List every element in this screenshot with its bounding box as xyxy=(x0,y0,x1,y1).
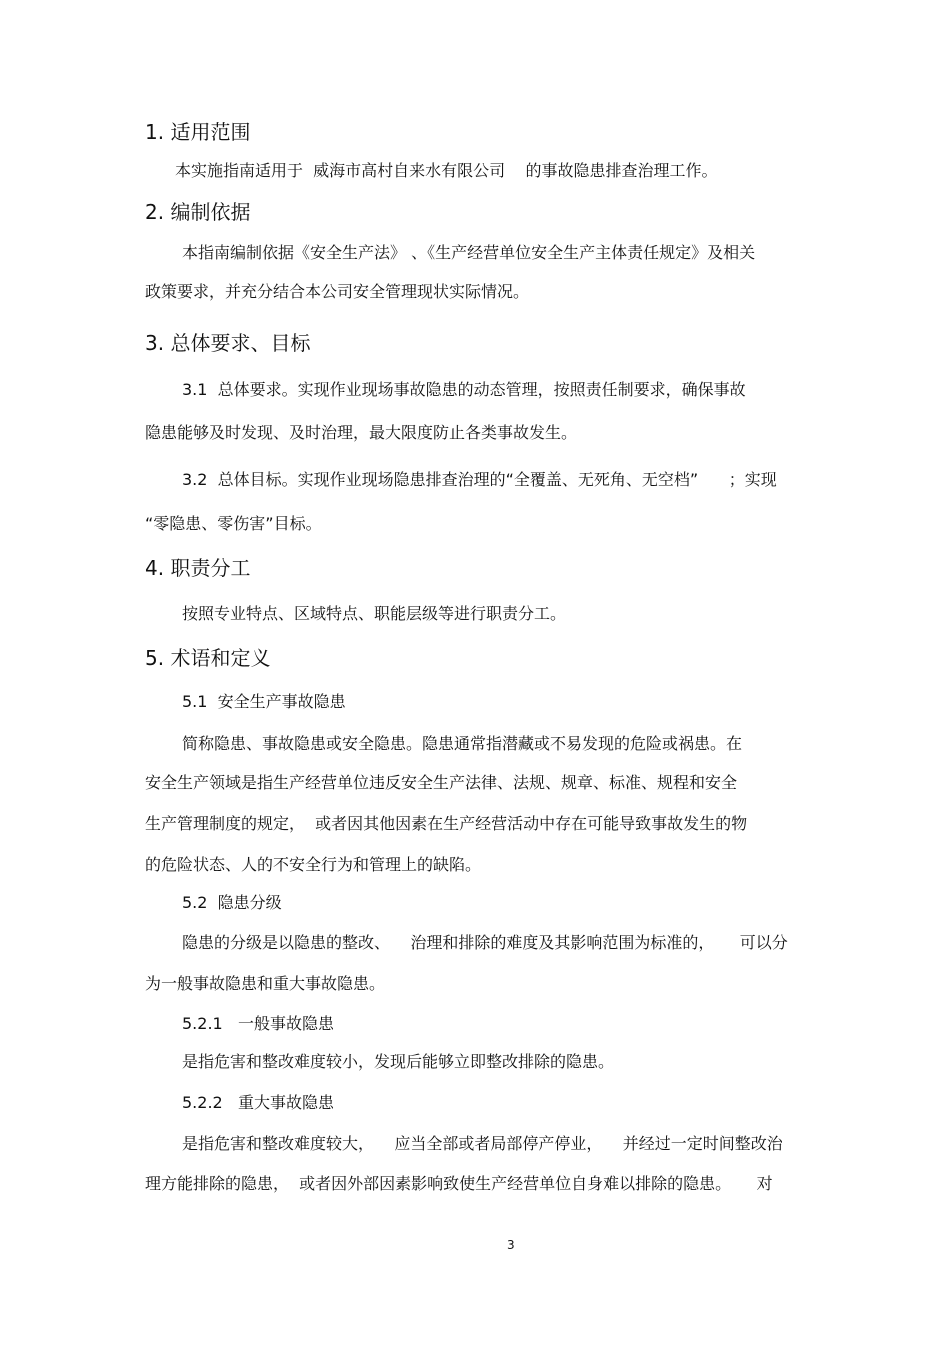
section-4-text-line: 按照专业特点、区域特点、职能层级等进行职责分工。 xyxy=(182,604,567,623)
page-number: 3 xyxy=(507,1238,515,1252)
subsection-5-2-1-title: 5.2.1 一般事故隐患 xyxy=(182,1014,334,1033)
subsection-5-2-text-line: 隐患的分级是以隐患的整改、 治理和排除的难度及其影响范围为标准的， 可以分 xyxy=(182,933,788,952)
section-3-text-line: 隐患能够及时发现、及时治理，最大限度防止各类事故发生。 xyxy=(145,423,578,442)
section-2-text-line: 本指南编制依据《安全生产法》 、《生产经营单位安全生产主体责任规定》及相关 xyxy=(182,243,756,262)
subsection-5-1-text-line: 的危险状态、人的不安全行为和管理上的缺陷。 xyxy=(145,855,482,874)
section-2-text-line: 政策要求，并充分结合本公司安全管理现状实际情况。 xyxy=(145,282,530,301)
section-3-text-line: 3.2 总体目标。实现作业现场隐患排查治理的“全覆盖、无死角、无空档” ；实现 xyxy=(182,470,777,489)
subsection-5-1-text-line: 安全生产领域是指生产经营单位违反安全生产法律、法规、规章、标准、规程和安全 xyxy=(145,773,738,792)
subsection-5-2-2-title: 5.2.2 重大事故隐患 xyxy=(182,1093,334,1112)
subsection-5-2-2-text-line: 是指危害和整改难度较大， 应当全部或者局部停产停业， 并经过一定时间整改治 xyxy=(182,1134,783,1153)
section-5-heading: 5. 术语和定义 xyxy=(145,646,271,670)
section-1-heading: 1. 适用范围 xyxy=(145,120,251,144)
subsection-5-2-title: 5.2 隐患分级 xyxy=(182,893,282,912)
section-3-text-line: “零隐患、零伤害”目标。 xyxy=(145,514,322,533)
section-1-text-line: 本实施指南适用于 威海市高村自来水有限公司 的事故隐患排查治理工作。 xyxy=(175,161,718,180)
section-2-heading: 2. 编制依据 xyxy=(145,200,251,224)
subsection-5-2-1-text-line: 是指危害和整改难度较小，发现后能够立即整改排除的隐患。 xyxy=(182,1052,615,1071)
subsection-5-2-2-text-line: 理方能排除的隐患， 或者因外部因素影响致使生产经营单位自身难以排除的隐患。 对 xyxy=(145,1174,773,1193)
subsection-5-2-text-line: 为一般事故隐患和重大事故隐患。 xyxy=(145,974,386,993)
subsection-5-1-text-line: 生产管理制度的规定， 或者因其他因素在生产经营活动中存在可能导致事故发生的物 xyxy=(145,814,748,833)
section-3-text-line: 3.1 总体要求。实现作业现场事故隐患的动态管理，按照责任制要求，确保事故 xyxy=(182,380,746,399)
subsection-5-1-title: 5.1 安全生产事故隐患 xyxy=(182,692,346,711)
section-4-heading: 4. 职责分工 xyxy=(145,556,251,580)
subsection-5-1-text-line: 简称隐患、事故隐患或安全隐患。隐患通常指潜藏或不易发现的危险或祸患。在 xyxy=(182,734,743,753)
section-3-heading: 3. 总体要求、目标 xyxy=(145,331,311,355)
